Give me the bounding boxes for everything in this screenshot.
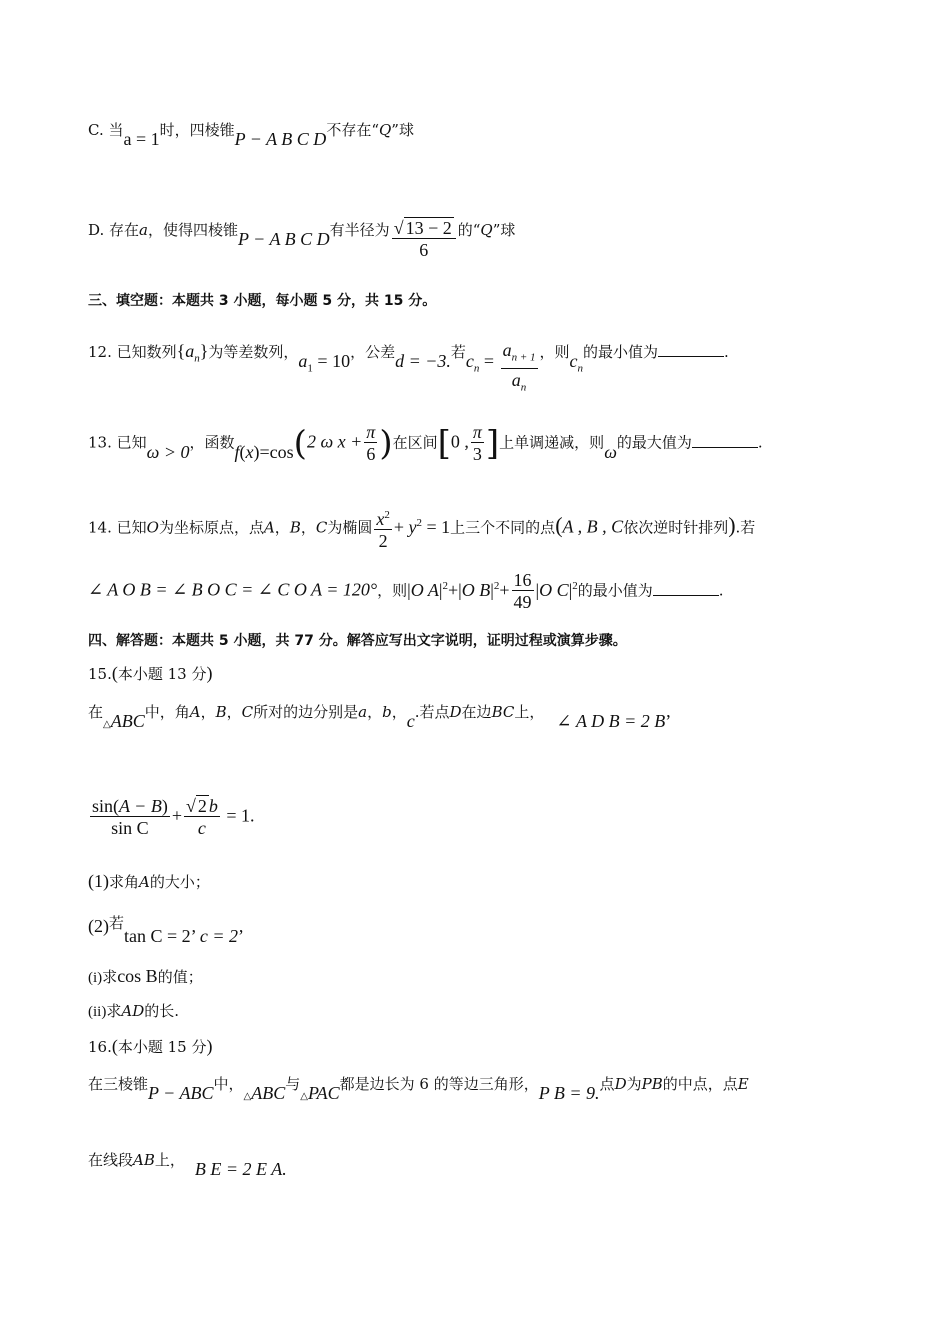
- q13-text3: 上单调递减，则: [499, 433, 605, 452]
- q15-score: 本小题 13 分: [117, 665, 207, 683]
- q13-arg: 2 ω x +: [306, 431, 363, 452]
- q15-equation: $\frac{\sin(A - B)}{\text{sin C}}$ + $\frac{√ 2 b}{c}$ = 1.: [92, 796, 255, 838]
- option-d-radius-den: 6: [419, 240, 429, 260]
- q12-fraction: [501, 340, 538, 398]
- q16-text-c: 与: [285, 1075, 301, 1093]
- q14-text5: .若: [735, 518, 756, 537]
- q15-p1-num: 1: [94, 871, 103, 891]
- q15-frac2: $\frac{√ 2 b}{c}$: [185, 796, 218, 838]
- q15-text-f: 上，: [514, 703, 545, 721]
- q13-label: 13. 已知: [88, 433, 147, 452]
- q15-B: B: [215, 703, 227, 721]
- q15-text-b: 中，角: [144, 703, 190, 721]
- q14-fortynine: 49: [513, 592, 532, 612]
- q12-cn2-sub: n: [577, 362, 584, 375]
- q15-number: 15.: [88, 665, 112, 683]
- q12-a1-a: a: [298, 351, 308, 371]
- q14-x: x: [376, 509, 385, 529]
- q13-six: 6: [366, 444, 376, 464]
- q14-text3: 上三个不同的点: [450, 518, 556, 537]
- q15-a: a: [358, 703, 368, 721]
- q14-points: A , B , C: [562, 516, 624, 537]
- q12-cn2-c: c: [569, 351, 578, 371]
- q13-omega: ω > 0: [146, 441, 190, 462]
- q16-D: D: [614, 1075, 627, 1093]
- q13-answer-blank[interactable]: [692, 447, 758, 448]
- q14-text1: 为坐标原点，点: [158, 518, 264, 537]
- q13-text2: 在区间: [392, 433, 438, 452]
- option-d-a: a: [139, 221, 148, 239]
- q15-p1-text2: 的大小；: [149, 873, 210, 891]
- q15-A: A: [189, 703, 201, 721]
- q13-function: f(x)=cos: [234, 441, 294, 462]
- option-d-text4: ”球: [492, 221, 516, 239]
- q14-x2-over-2: $\frac{x^2}{2}$: [374, 505, 392, 552]
- q12-den: a: [511, 369, 521, 390]
- q12-num-sub: n + 1: [511, 351, 536, 364]
- option-d-radius: [392, 218, 456, 261]
- q12-text4: ，则: [539, 343, 570, 361]
- q12-eq: =: [479, 351, 499, 371]
- q16-text-e: 点: [599, 1075, 615, 1093]
- q16-PB: PB: [641, 1075, 663, 1093]
- option-d-text3: 的“: [457, 221, 481, 239]
- q14-a: A: [263, 518, 275, 537]
- q16-tri1: ABC: [251, 1083, 286, 1103]
- option-c: [88, 118, 414, 149]
- q15-p2-text: 若: [109, 914, 125, 932]
- q16-header: 16.(本小题 15 分): [88, 1036, 213, 1056]
- q16-text-f: 为: [626, 1075, 642, 1093]
- q14-label: 14. 已知: [88, 518, 147, 537]
- q16-be: B E = 2 E A.: [194, 1159, 287, 1179]
- q15-pi-num: i: [93, 970, 98, 986]
- q15-b: b: [382, 703, 392, 721]
- q15-text-a: 在: [88, 703, 104, 721]
- q15-triangle: ABC: [110, 711, 145, 731]
- q12-seq-sub: n: [194, 352, 200, 365]
- q12-end: .: [724, 343, 729, 361]
- question-14: 14. 已知O为坐标原点，点A，B，C为椭圆 $\frac{x^2}{2}$ + $y^2 = 1$上三个不同的点(A , B , C依次逆时针排列).若: [88, 505, 755, 552]
- q15-eq: = 1.: [221, 805, 255, 826]
- question-14-line2: ∠ A O B = ∠ B O C = ∠ C O A = 120°，则|O $A|^2+|O$ $B|^2+$ $\frac{16}{49}$ |O $C|^2$的最小值为 .: [88, 570, 724, 612]
- q13-three: 3: [472, 444, 482, 464]
- q15-p1-A: A: [139, 873, 150, 891]
- q13-end: .: [757, 433, 763, 452]
- q12-text1: 为等差数列，: [208, 343, 299, 361]
- q16-line1: 在三棱锥P − ABC中，△ABC与△PAC都是边长为 6 的等边三角形，P B = 9.点D为PB的中点，点E: [88, 1075, 749, 1103]
- q16-pyramid: P − ABC: [148, 1083, 214, 1103]
- q16-text-a: 在三棱锥: [88, 1075, 149, 1093]
- q15-text-c: 所对的边分别是: [253, 703, 359, 721]
- q15-frac1: $\frac{\sin(A - B)}{\text{sin C}}$: [92, 796, 168, 838]
- q15-BC: BC: [491, 703, 515, 721]
- q14-o: O: [146, 518, 159, 537]
- q12-text5: 的最小值为: [583, 343, 659, 361]
- q13-lparen: (: [293, 423, 307, 464]
- q16-E: E: [737, 1075, 749, 1093]
- q12-a1-val: = 10: [312, 351, 351, 371]
- q15-p2-tan: tan C = 2: [124, 926, 191, 946]
- q13-pi: π: [366, 422, 376, 442]
- q13-om: ω: [604, 441, 617, 462]
- q12-cn2: [569, 351, 584, 375]
- option-d-text2: 有半径为: [329, 221, 390, 239]
- q13-x: x: [245, 441, 254, 462]
- q14-end: .: [718, 581, 724, 600]
- q15-part1: (1)求角A的大小；: [88, 871, 210, 891]
- option-c-text3: ”球: [391, 121, 414, 139]
- q12-den-sub: n: [520, 381, 527, 394]
- q14-sixteen: 16: [513, 570, 532, 590]
- q15-pi-text: 求: [102, 968, 118, 986]
- q15-p2-c: c = 2: [199, 926, 238, 946]
- q12-text2: ，公差: [350, 343, 396, 361]
- q15-sinc: sin C: [111, 818, 149, 838]
- q16-score: 本小题 15 分: [117, 1038, 207, 1056]
- q15-p1-text: 求角: [109, 873, 140, 891]
- q16-text-i: 上，: [154, 1151, 185, 1169]
- q14-eq1: = 1: [422, 516, 451, 537]
- q12-seq: $\{a_n\}$: [176, 341, 209, 365]
- q13-lbracket: [: [437, 423, 451, 464]
- q15-line1: 在△ABC中，角A，B，C所对的边分别是a，b，c.若点D在边BC上， ∠ A D B = 2 B’: [88, 703, 672, 731]
- q15-c: c: [406, 711, 415, 731]
- q15-adb: ∠ A D B = 2 B: [556, 711, 666, 731]
- option-c-text1: 时，四棱锥: [159, 121, 235, 139]
- q14-c: C: [315, 518, 328, 537]
- q15-part-i: (i)求cos B的值；: [88, 966, 203, 986]
- q13-cos: cos: [269, 441, 294, 462]
- q15-text-e: 在边: [461, 703, 492, 721]
- q12-cn: [465, 351, 499, 375]
- q14-text7: 的最小值为: [577, 581, 653, 600]
- q12-label: 12. 已知数列: [88, 343, 177, 361]
- q13-pi2: π: [472, 422, 482, 442]
- section-3-heading: 三、填空题：本题共 3 小题，每小题 5 分，共 15 分。: [88, 293, 437, 309]
- sqrt-sign: √: [393, 218, 404, 238]
- q15-p2-num: 2: [94, 916, 103, 936]
- q14-text4: 依次逆时针排列: [623, 518, 729, 537]
- q15-sin: sin: [92, 796, 114, 816]
- option-c-text2: 不存在“: [326, 121, 379, 139]
- q15-cden: c: [197, 818, 206, 838]
- q13-text1: ，函数: [189, 433, 235, 452]
- q15-pi-cos: cos B: [117, 966, 158, 986]
- q12-answer-blank[interactable]: [658, 356, 724, 357]
- option-c-label: C. 当: [88, 121, 124, 139]
- option-d-pyramid: P − A B C D: [238, 229, 330, 249]
- q14-16-over-49: [512, 570, 534, 613]
- q15-pii-num: ii: [93, 1004, 102, 1020]
- q14-b: B: [289, 518, 301, 537]
- q12-a1: [298, 351, 351, 375]
- q16-text-g: 的中点，点: [662, 1075, 738, 1093]
- question-13: [88, 422, 763, 465]
- q14-text2: 为椭圆: [327, 518, 373, 537]
- q13-text4: 的最大值为: [616, 433, 692, 452]
- q16-text-b: 中，: [213, 1075, 244, 1093]
- q14-answer-blank[interactable]: [653, 595, 719, 596]
- q15-part2: (2)若tan C = 2’ c = 2’: [88, 914, 244, 946]
- q15-pi-text2: 的值；: [157, 968, 203, 986]
- option-d-text1: ，使得四棱锥: [147, 221, 238, 239]
- q12-d: d = −3.: [395, 351, 451, 371]
- q13-pi-6: [364, 422, 377, 465]
- q12-text3: 若: [450, 343, 466, 361]
- q15-amb: A − B: [119, 796, 162, 816]
- option-c-q: Q: [378, 121, 392, 139]
- option-c-eq: a = 1: [123, 129, 160, 149]
- q16-text-d: 都是边长为 6 的等边三角形，: [339, 1075, 539, 1093]
- section-4-heading: 四、解答题：本题共 5 小题，共 77 分。解答应写出文字说明，证明过程或演算步骤。: [88, 633, 627, 649]
- q15-pii-AD: AD: [121, 1002, 145, 1020]
- q16-tri2: PAC: [307, 1083, 340, 1103]
- q15-pii-text2: 的长.: [144, 1002, 179, 1020]
- q14-ob: O B: [461, 579, 491, 600]
- question-12: [88, 340, 729, 398]
- option-d-q: Q: [480, 221, 493, 239]
- q13-rbracket: ]: [485, 423, 500, 464]
- q12-num: a: [502, 340, 512, 360]
- q16-pb: P B = 9.: [538, 1083, 600, 1103]
- q13-rparen: ): [379, 423, 393, 464]
- q15-pii-text: 求: [106, 1002, 122, 1020]
- q16-AB: AB: [133, 1151, 155, 1169]
- q12-cn-sub: n: [473, 362, 480, 375]
- q15-text-d: .若点: [414, 703, 450, 721]
- q15-header: 15.(本小题 13 分): [88, 663, 213, 683]
- q13-pi-3: [471, 422, 484, 465]
- q14-oc: O C: [539, 579, 569, 600]
- option-c-pyramid: P − A B C D: [234, 129, 327, 149]
- q14-y: y: [408, 516, 417, 537]
- q13-f: f: [234, 441, 240, 462]
- q12-seq-a: a: [185, 341, 195, 361]
- q14-two: 2: [378, 531, 388, 551]
- q15-part-ii: (ii)求AD的长.: [88, 1002, 179, 1020]
- q16-number: 16.: [88, 1038, 112, 1056]
- option-d-label: D. 存在: [88, 221, 140, 239]
- option-d: [88, 218, 515, 261]
- q12-cn-c: c: [465, 351, 474, 371]
- q15-C: C: [241, 703, 254, 721]
- q14-oa: O A: [410, 579, 439, 600]
- q14-angles: ∠ A O B = ∠ B O C = ∠ C O A = 120°: [88, 579, 378, 600]
- q13-zero: 0 ,: [450, 431, 469, 452]
- q15-D: D: [449, 703, 462, 721]
- q16-text-h: 在线段: [88, 1151, 134, 1169]
- q16-line2: [88, 1148, 287, 1179]
- q12-a1-sub: 1: [307, 362, 313, 375]
- q14-text6: ，则: [377, 581, 408, 600]
- option-d-radius-num: 13 − 2: [405, 218, 452, 238]
